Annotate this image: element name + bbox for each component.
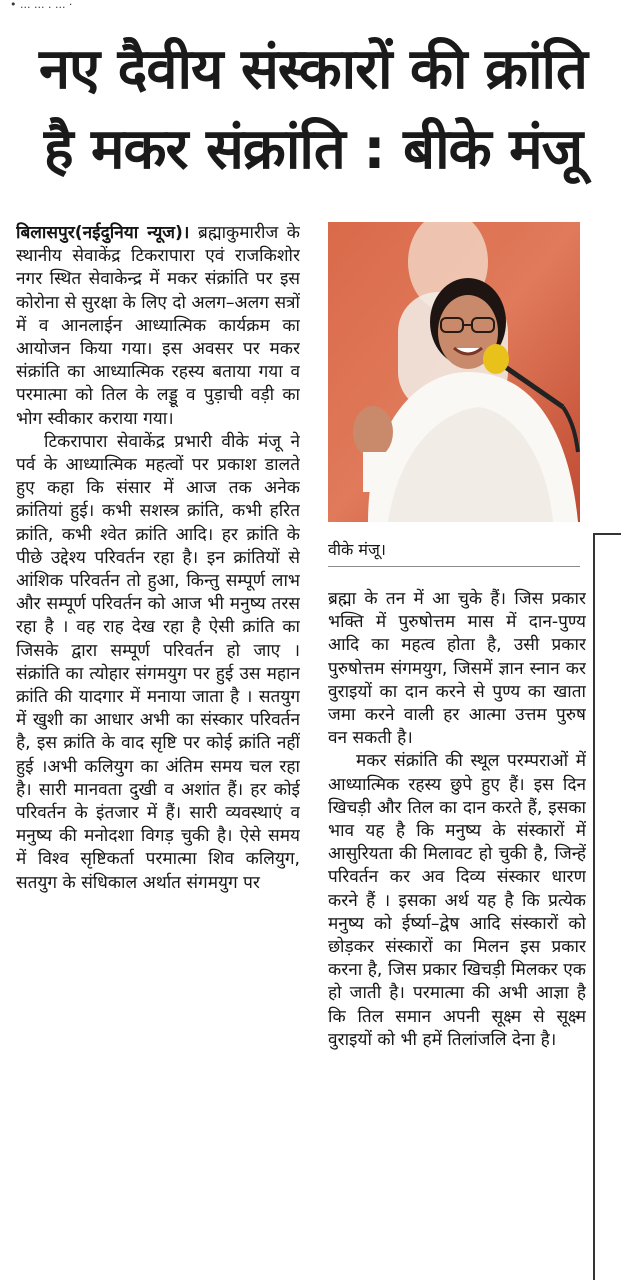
article-paragraph-1: ब्रह्माकुमारीज के स्थानीय सेवाकेंद्र टिकरापारा एवं राजकिशोर नगर स्थित सेवाकेन्द्र में मकर संक्रांति पर इस कोरोना से सुरक्षा के लिए दो अलग–अलग सत्रों में व आनलाईन आध्यात्मिक कार्यक्रम का आयोजन किया गया। इस अवसर पर मकर संक्रांति का आध्यात्मिक रहस्य बताया गया व परमात्मा को तिल के लड्डू व पुड़ाची वड़ी का भोग स्वीकार कराया गया। xyxy=(16,223,300,429)
caption-divider xyxy=(328,566,580,567)
article-column-left xyxy=(16,222,300,1274)
headline-line-2: है मकर संक्रांति : बीके मंजू xyxy=(43,117,583,182)
adjacent-article-frame xyxy=(593,533,621,1280)
article-paragraph-3: ब्रह्मा के तन में आ चुके हैं। जिस प्रकार भक्ति में पुरुषोत्तम मास में दान-पुण्य आदि का महत्व होता है, उसी प्रकार पुरुषोत्तम संगमयुग, जिसमें ज्ञान स्नान कर वुराइयों का दान करने से पुण्य का खाता जमा करने वाली हर आत्मा उत्तम पुरुष वन सकती है। xyxy=(328,589,586,749)
headline xyxy=(14,30,612,190)
article-column-right xyxy=(328,588,586,1274)
article-photo xyxy=(328,222,580,522)
headline-line-1: नए दैवीय संस्कारों की क्रांति xyxy=(39,37,587,102)
dateline: बिलासपुर(नईदुनिया न्यूज)। xyxy=(16,223,190,243)
photo-caption: वीके मंजू। xyxy=(328,540,386,559)
article-paragraph-4: मकर संक्रांति की स्थूल परम्पराओं में आध्यात्मिक रहस्य छुपे हुए हैं। इस दिन खिचड़ी और तिल का दान करते हैं, इसका भाव यह है कि मनुष्य के संस्कारों में आसुरियता की मिलावट हो चुकी है, जिन्हें परिवर्तन कर अव दिव्य संस्कार धारण करने हैं । इसका अर्थ यह है कि प्रत्येक मनुष्य को ईर्ष्या–द्वेष आदि संस्कारों को छोड़कर संस्कारों का मिलन इस प्रकार करना है, जिस प्रकार खिचड़ी मिलकर एक हो जाती है। परमात्मा की अभी आज्ञा है कि तिल समान अपनी सूक्ष्म से सूक्ष्म वुराइयों को भी हमें तिलांजलि देना है। xyxy=(328,751,586,1050)
article-paragraph-2: टिकरापारा सेवाकेंद्र प्रभारी वीके मंजू ने पर्व के आध्यात्मिक महत्वों पर प्रकाश डालते हुए कहा कि संसार में आज तक अनेक क्रांतियां हुई। कभी सशस्त्र क्रांति, कभी हरित क्रांति, कभी श्वेत क्रांति आदि। हर क्रांति के पीछे उद्देश्य परिवर्तन रहा है। इन क्रांतियों से आंशिक परिवर्तन तो हुआ, किन्तु सम्पूर्ण लाभ और सम्पूर्ण परिवर्तन को आज भी मनुष्य तरस रहा है । वह राह देख रहा है ऐसी क्रांति का जिसके द्वारा सम्पूर्ण परिवर्तन हो जाए । संक्रांति का त्योहार संगमयुग पर हुई उस महान क्रांति की यादगार में मनाया जाता है । सतयुग में खुशी का आधार अभी का संस्कार परिवर्तन है, इस क्रांति के वाद सृष्टि पर कोई क्रांति नहीं हुई ।अभी कलियुग का अंतिम समय चल रहा है। सारी मानवता दुखी व अशांत हैं। हर कोई परिवर्तन के इंतजार में हैं। सारी व्यवस्थाएं व मनुष्य की मनोदशा विगड़ चुकी है। ऐसे समय में विश्व सृष्टिकर्ता परमात्मा शिव कलियुग, सतयुग के संधिकाल अर्थात संगमयुग पर xyxy=(16,431,300,893)
cropped-previous-text: • ... ... . ... · xyxy=(10,0,73,10)
